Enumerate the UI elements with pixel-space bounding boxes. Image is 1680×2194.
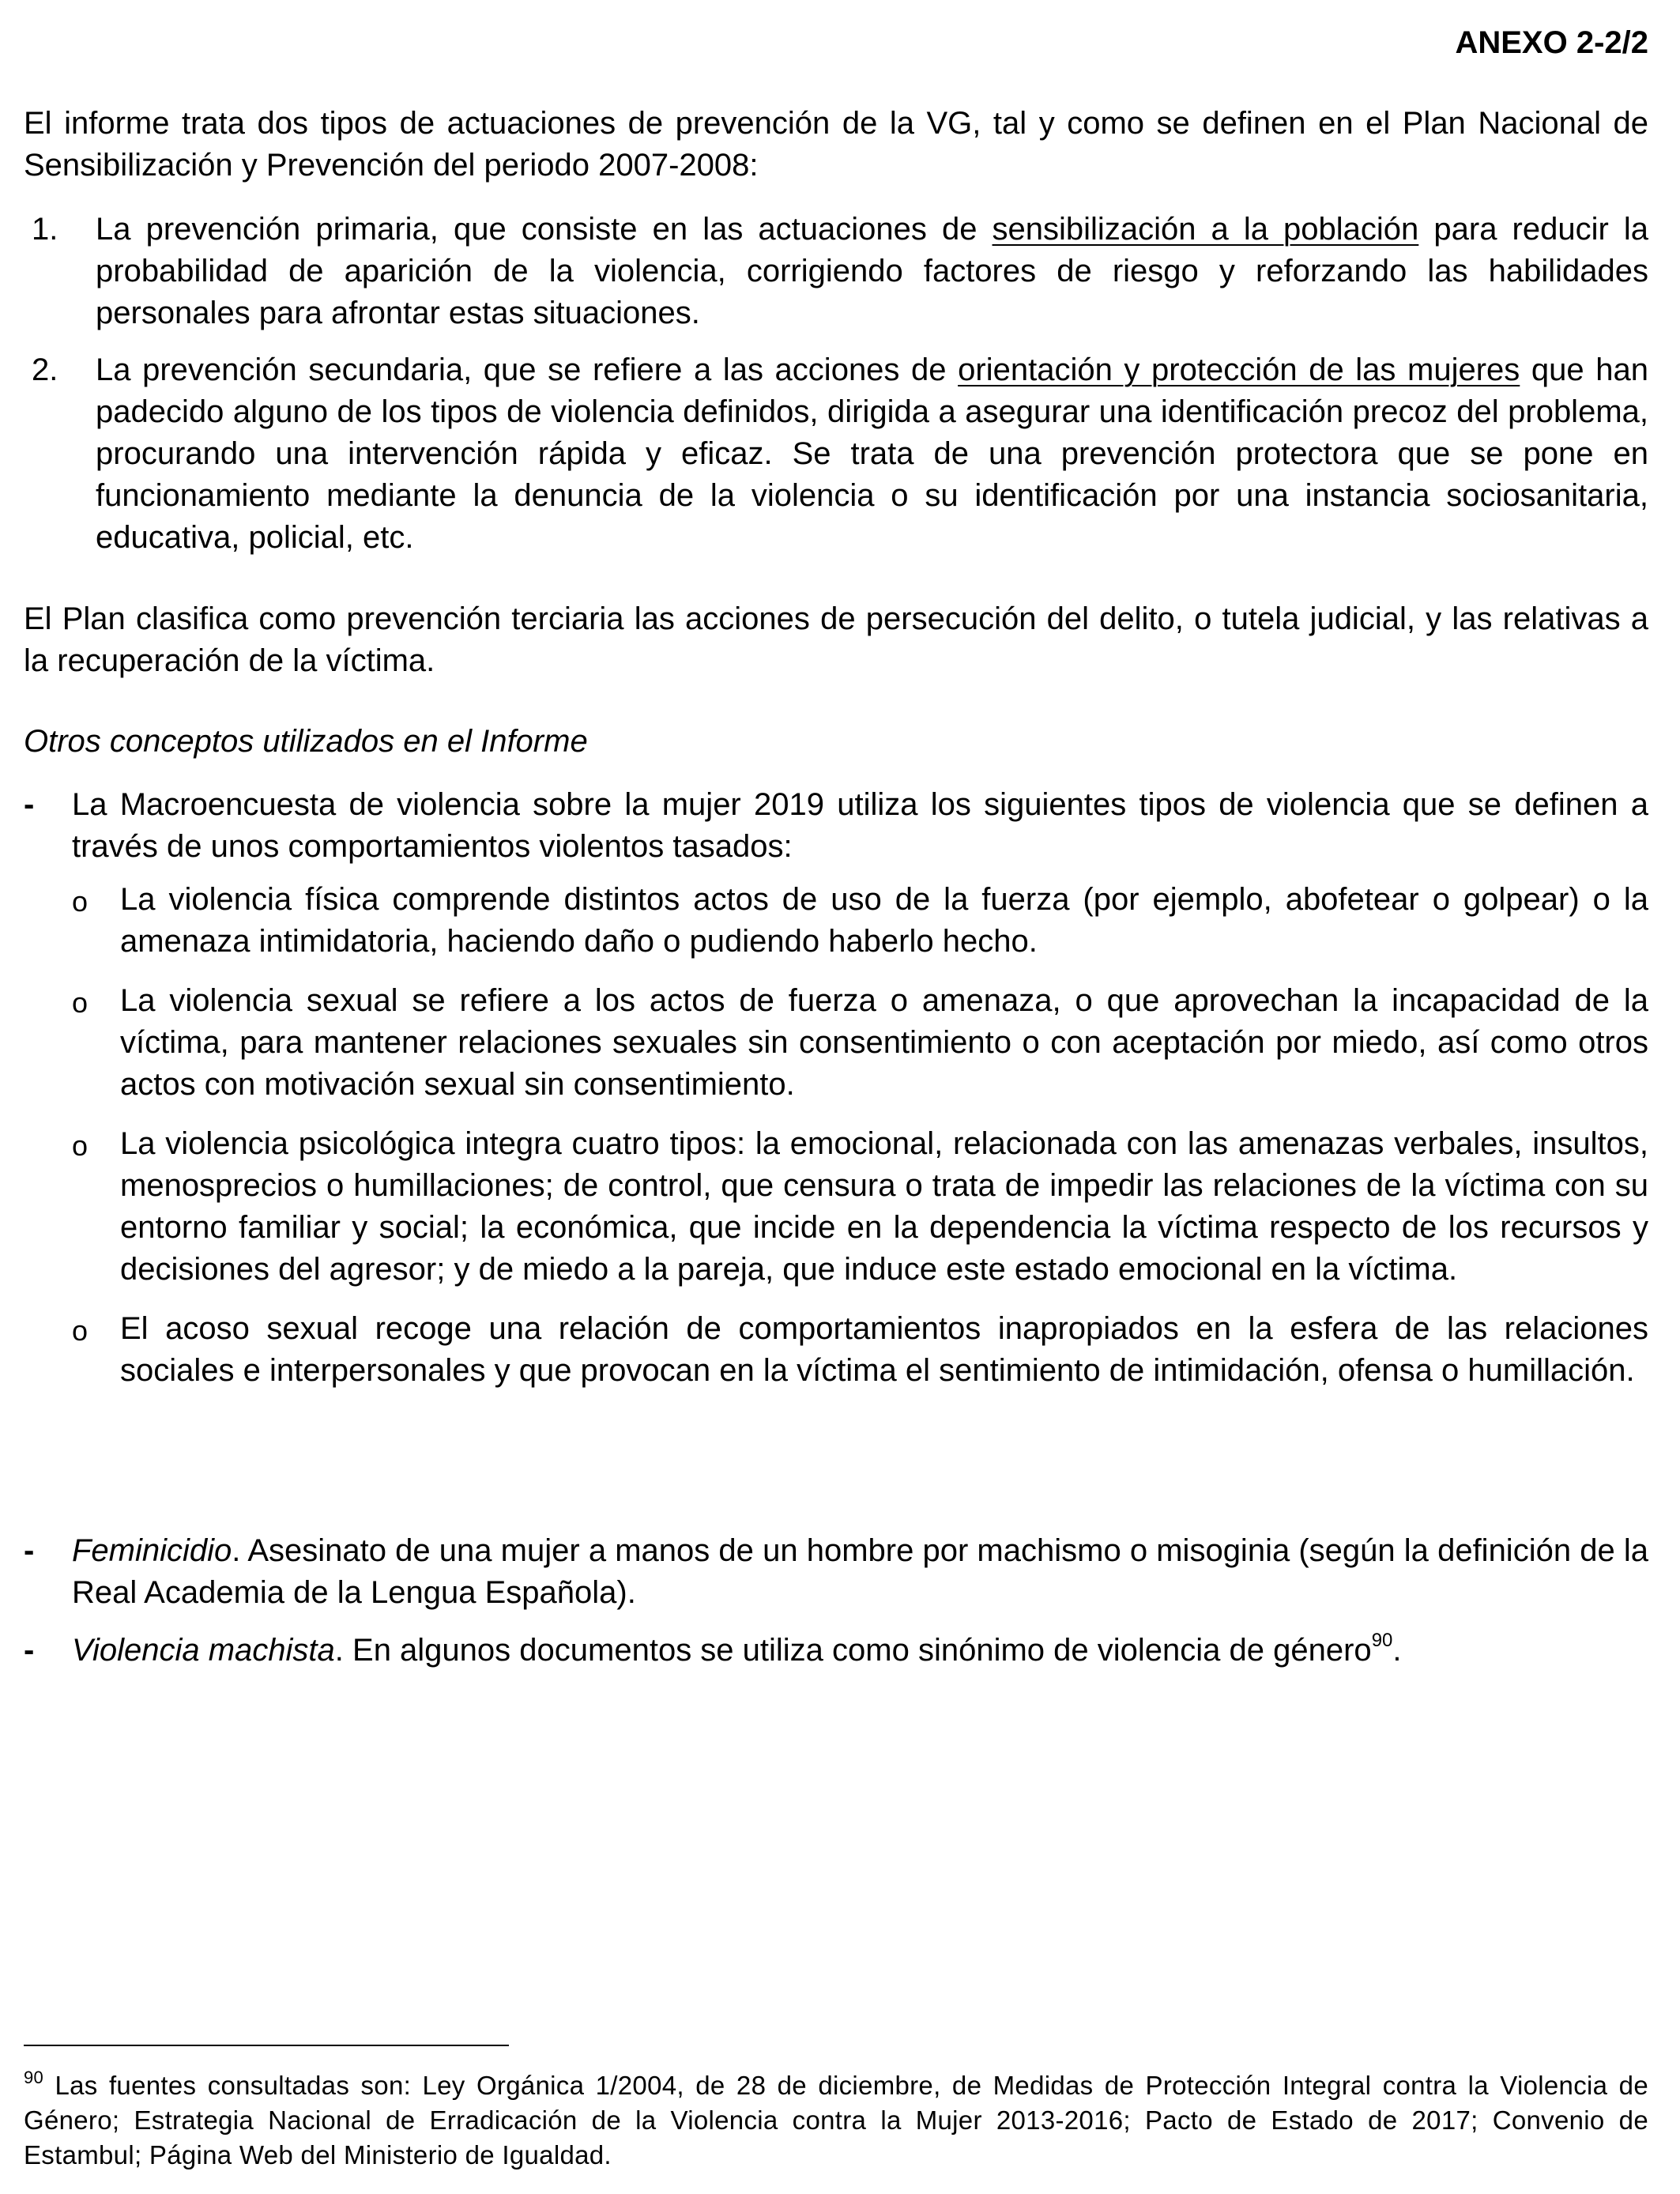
feminicidio-item — [24, 1530, 1648, 1614]
tertiary-paragraph: El Plan clasifica como prevención terciaria las acciones de persecución del delito, o tutela judicial, y las relativas a la recuperación de la víctima. — [24, 601, 1648, 678]
list-text: La violencia física comprende distintos actos de uso de la fuerza (por ejemplo, abofetear o golpear) o la amenaza intimidatoria, haciendo daño o pudiendo haberlo hecho. — [120, 882, 1648, 959]
circle-bullet: o — [72, 1314, 89, 1347]
annex-label: ANEXO 2-2/2 — [1455, 25, 1648, 60]
list-text: para reducir la probabilidad de aparición de la violencia, corrigiendo factores de riesgo y reforzando las habilidades personales para afrontar estas situaciones. — [96, 212, 1649, 330]
term: Violencia machista — [72, 1633, 335, 1668]
circle-bullet: o — [72, 885, 89, 918]
list-text: La violencia sexual se refiere a los actos de fuerza o amenaza, o que aprovechan la incapacidad de la víctima, para mantener relaciones sexuales sin consentimiento o con aceptación por miedo, así como otros actos con motivación sexual sin consentimiento. — [120, 983, 1648, 1102]
violence-type-item — [72, 980, 1648, 1106]
intro-paragraph: El informe trata dos tipos de actuaciones de prevención de la VG, tal y como se definen en el Plan Nacional de Sensibilización y Prevención del periodo 2007-2008: — [24, 106, 1648, 183]
list-text: que han padecido alguno de los tipos de violencia definidos, dirigida a asegurar una identificación precoz del problema, procurando una intervención rápida y eficaz. Se trata de una prevención protectora que se pone en funcionamiento mediante la denuncia de la violencia o su identificación por una instancia sociosanitaria, educativa, policial, etc. — [96, 352, 1648, 555]
list-text: El acoso sexual recoge una relación de comportamientos inapropiados en la esfera de las relaciones sociales e interpersonales y que provocan en la víctima el sentimiento de intimidación, ofensa o humillación. — [120, 1311, 1648, 1388]
circle-bullet: o — [72, 1129, 89, 1162]
concepts-heading: Otros conceptos utilizados en el Informe — [24, 724, 588, 759]
violencia-machista-item — [24, 1630, 1648, 1672]
dash-bullet: - — [24, 787, 35, 822]
prevention-list — [24, 209, 1648, 559]
footnote-number: 90 — [24, 2068, 44, 2087]
list-text: La prevención primaria, que consiste en las actuaciones de — [96, 212, 993, 247]
list-text: La Macroencuesta de violencia sobre la mujer 2019 utiliza los siguientes tipos de violencia que se definen a través de unos comportamientos violentos tasados: — [72, 787, 1648, 864]
macroencuesta-item — [24, 784, 1648, 1392]
definition-end: . — [1392, 1633, 1402, 1668]
list-text: La violencia psicológica integra cuatro tipos: la emocional, relacionada con las amenazas verbales, insultos, menosprecios o humillaciones; de control, que censura o trata de impedir las relaciones de la víctima con su entorno familiar y social; la económica, que incide en la dependencia la víctima respecto de los recursos y decisiones del agresor; y de miedo a la pareja, que induce este estado emocional en la víctima. — [120, 1126, 1648, 1287]
definitions-list — [24, 1530, 1648, 1672]
concepts-list — [24, 784, 1648, 1409]
violence-type-item — [72, 879, 1648, 963]
dash-bullet: - — [24, 1533, 35, 1568]
footnote-separator — [24, 2045, 509, 2046]
underlined-term: sensibilización a la población — [992, 212, 1419, 247]
circle-bullet: o — [72, 986, 89, 1019]
footnote-text: Las fuentes consultadas son: Ley Orgánica 1/2004, de 28 de diciembre, de Medidas de Protección Integral contra la Violencia de Género; Estrategia Nacional de Erradicación de la Violencia contra la Mujer 2013-2016; Pacto de Estado de 2017; Convenio de Estambul; Página Web del Ministerio de Igualdad. — [24, 2071, 1648, 2169]
term: Feminicidio — [72, 1533, 232, 1568]
dash-bullet: - — [24, 1633, 35, 1668]
list-text: La prevención secundaria, que se refiere a las acciones de — [96, 352, 959, 387]
definition: . En algunos documentos se utiliza como sinónimo de violencia de género — [334, 1633, 1372, 1668]
violence-type-item — [72, 1123, 1648, 1291]
list-number: 1. — [32, 212, 58, 247]
footnote — [24, 2068, 1648, 2173]
list-number: 2. — [32, 352, 58, 387]
underlined-term: orientación y protección de las mujeres — [958, 352, 1520, 387]
footnote-reference[interactable]: 90 — [1371, 1629, 1393, 1651]
prevention-item-primary — [24, 209, 1648, 334]
violence-types-list — [72, 879, 1648, 1392]
prevention-item-secondary — [24, 349, 1648, 559]
definition: . Asesinato de una mujer a manos de un hombre por machismo o misoginia (según la definición de la Real Academia de la Lengua Española). — [72, 1533, 1648, 1610]
violence-type-item — [72, 1308, 1648, 1392]
